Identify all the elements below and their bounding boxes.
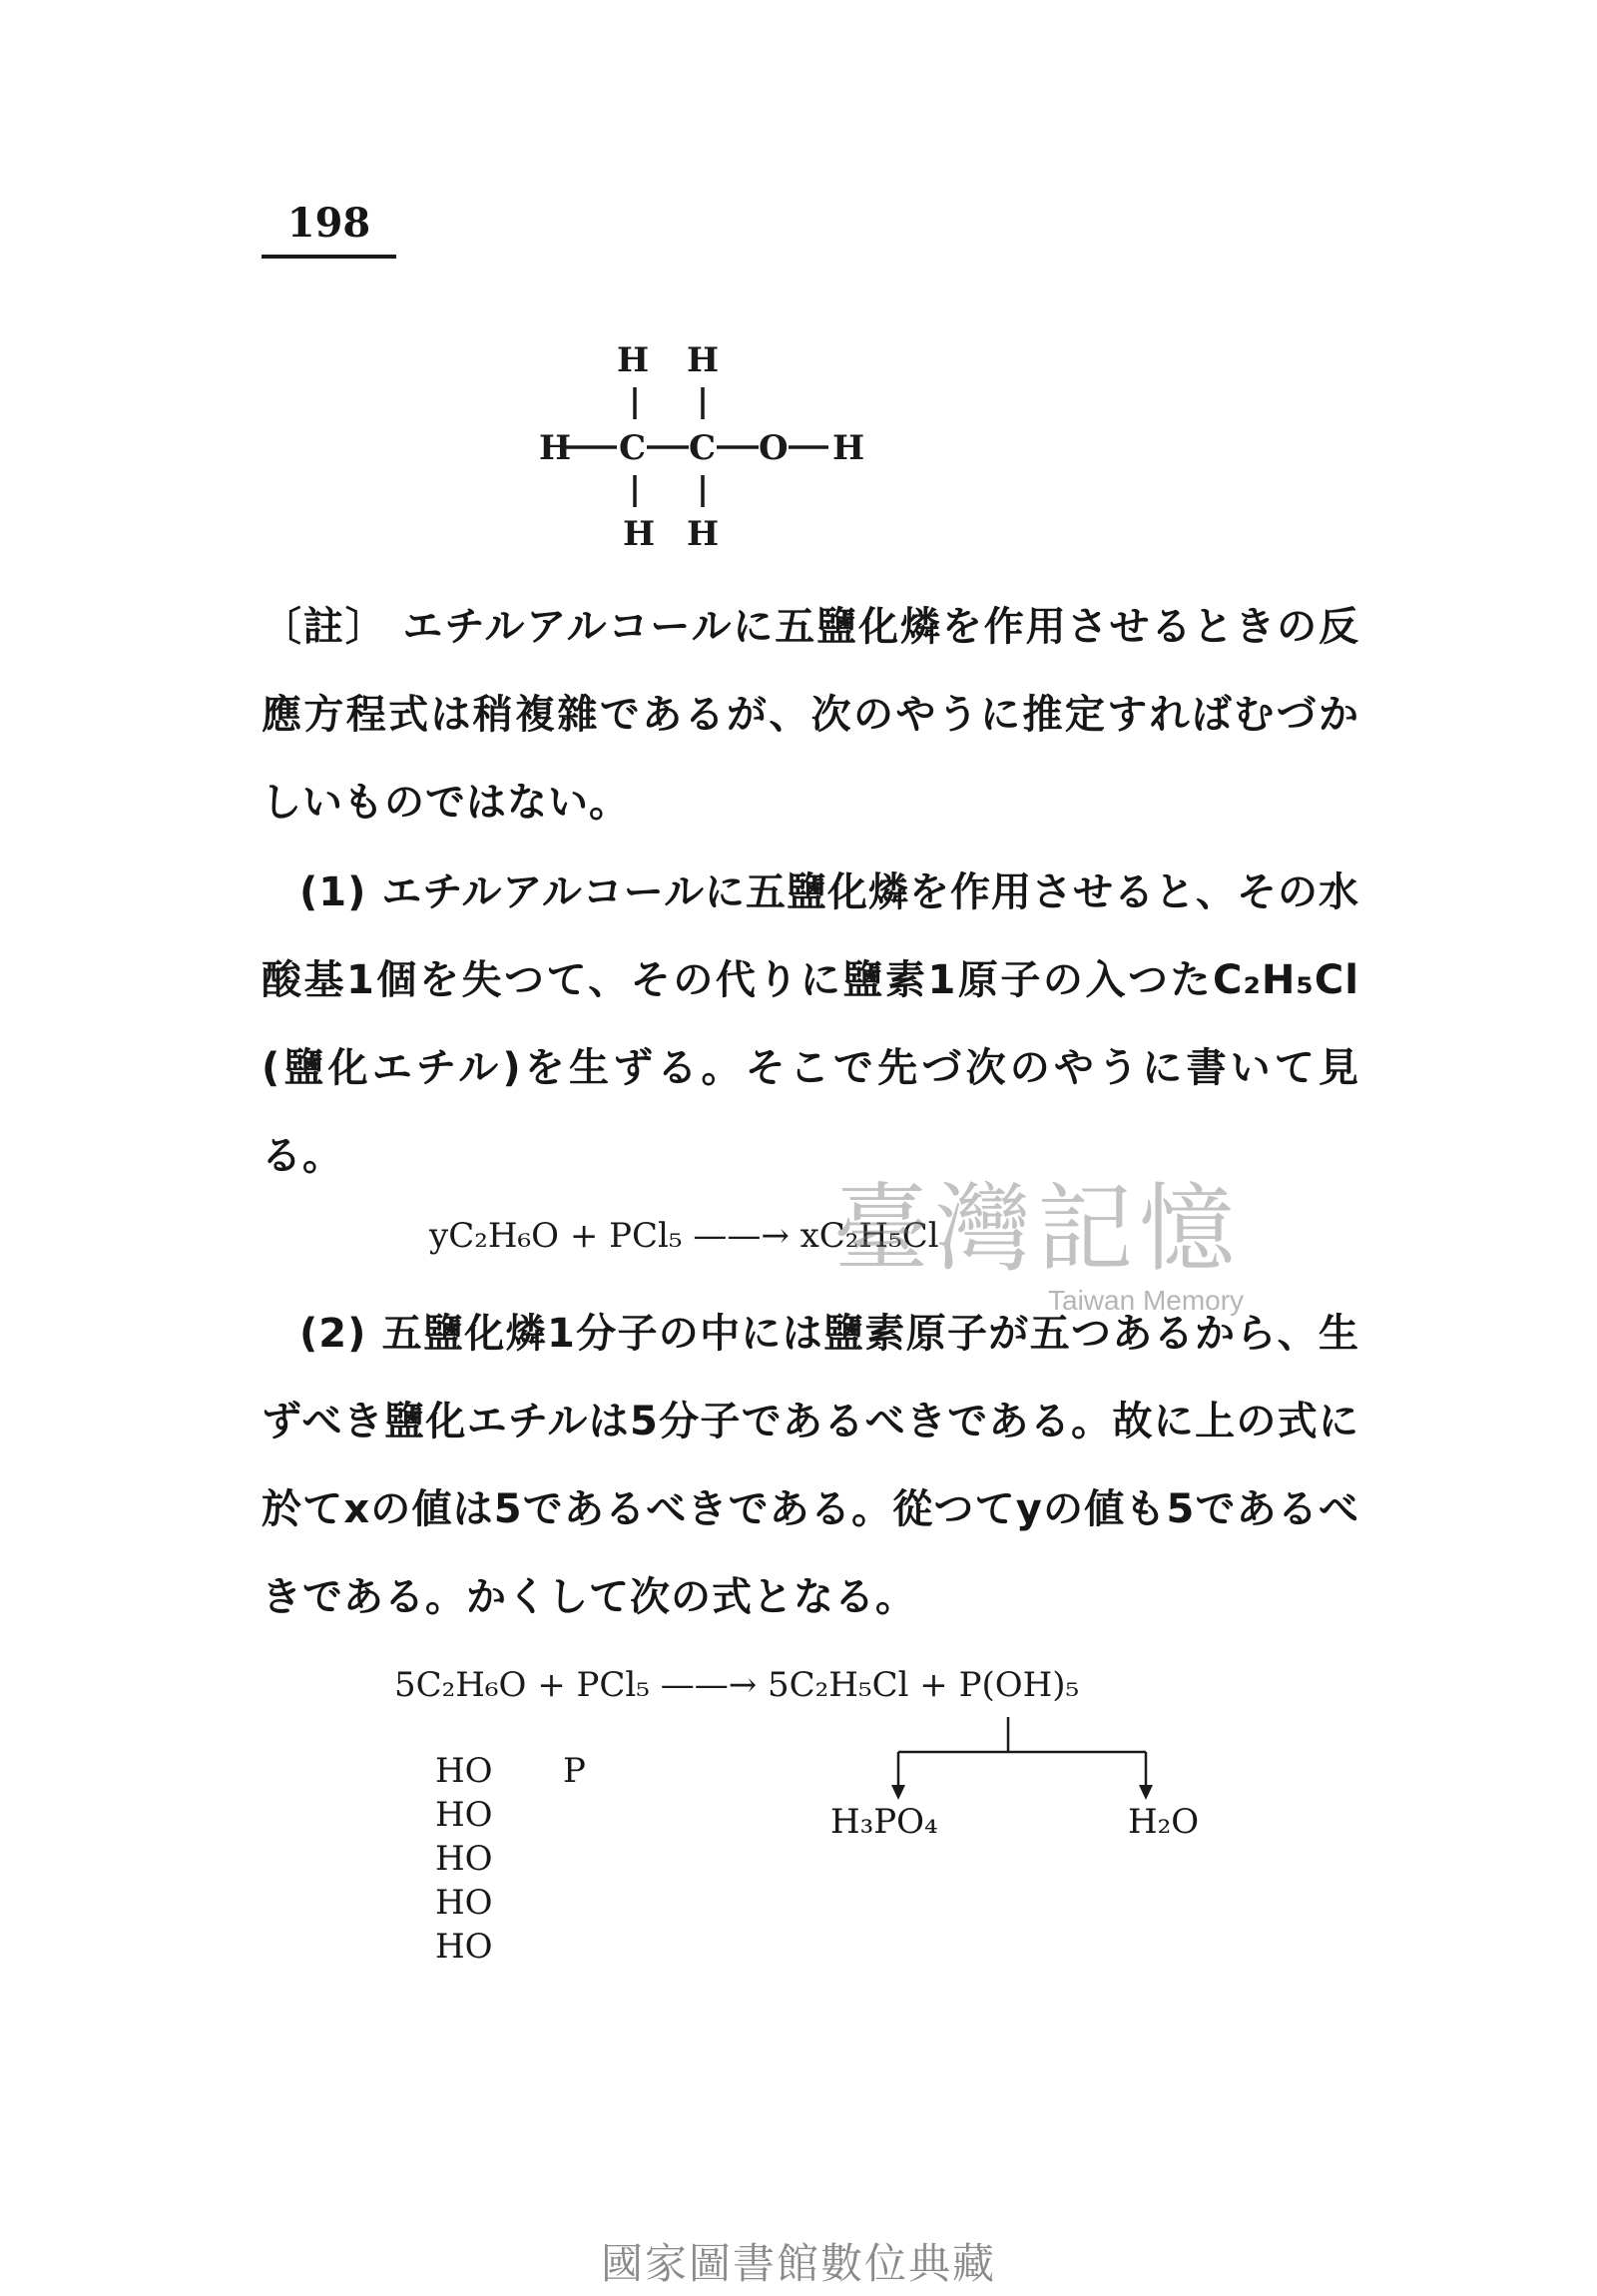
watermark-title: 臺灣記憶	[833, 1173, 1241, 1285]
hydroxyl-group: HO	[435, 1927, 493, 1967]
hydroxyl-group-list	[435, 1749, 493, 1969]
formula-carbon-2: C	[689, 428, 717, 468]
watermark-subtitle: Taiwan Memory	[1048, 1285, 1245, 1316]
hydroxyl-group: HO	[435, 1883, 493, 1923]
product-water: H₂O	[1128, 1802, 1200, 1842]
equation-2: 5C₂H₆O + PCl₅ ——→ 5C₂H₅Cl + P(OH)₅	[394, 1665, 1080, 1705]
step-2-paragraph: (2) 五鹽化燐1分子の中には鹽素原子が五つあるから、生ずべき鹽化エチルは5分子であるべきである。故に上の式に於てxの値は5であるべきである。從つてyの値も5であるべきである。かくして次の式となる。	[262, 1311, 1359, 1620]
formula-right-h: H	[832, 428, 865, 468]
equation-1: yC₂H₆O + PCl₅ ——→ xC₂H₅Cl	[429, 1216, 939, 1256]
hydroxyl-group: HO	[435, 1839, 493, 1879]
ethanol-structural-formula	[0, 0, 1597, 559]
hydroxyl-group: HO	[435, 1795, 493, 1835]
phosphorus-label: P	[563, 1751, 586, 1791]
note-paragraph: 〔註〕 エチルアルコールに五鹽化燐を作用させるときの反應方程式は稍複雜であるが、次のやうに推定すればむづかしいものではない。	[262, 604, 1359, 826]
formula-top-right-h: H	[687, 340, 720, 380]
arrow-down-icon	[891, 1785, 905, 1800]
product-phosphoric-acid: H₃PO₄	[830, 1802, 938, 1842]
formula-bottom-left-h: H	[623, 514, 656, 554]
formula-carbon-1: C	[619, 428, 647, 468]
step-1-paragraph: (1) エチルアルコールに五鹽化燐を作用させると、その水酸基1個を失つて、その代りに鹽素1原子の入つたC₂H₅Cl (鹽化エチル)を生ずる。そこで先づ次のやうに書いて見る。	[262, 869, 1359, 1179]
footer-archive-label: 國家圖書館數位典藏	[600, 2239, 996, 2288]
formula-oxygen: O	[759, 428, 789, 468]
formula-left-h: H	[539, 428, 572, 468]
formula-top-left-h: H	[617, 340, 650, 380]
arrow-down-icon	[1139, 1785, 1153, 1800]
hydroxyl-group: HO	[435, 1751, 493, 1791]
page-number: 198	[286, 200, 371, 247]
formula-bottom-right-h: H	[687, 514, 720, 554]
